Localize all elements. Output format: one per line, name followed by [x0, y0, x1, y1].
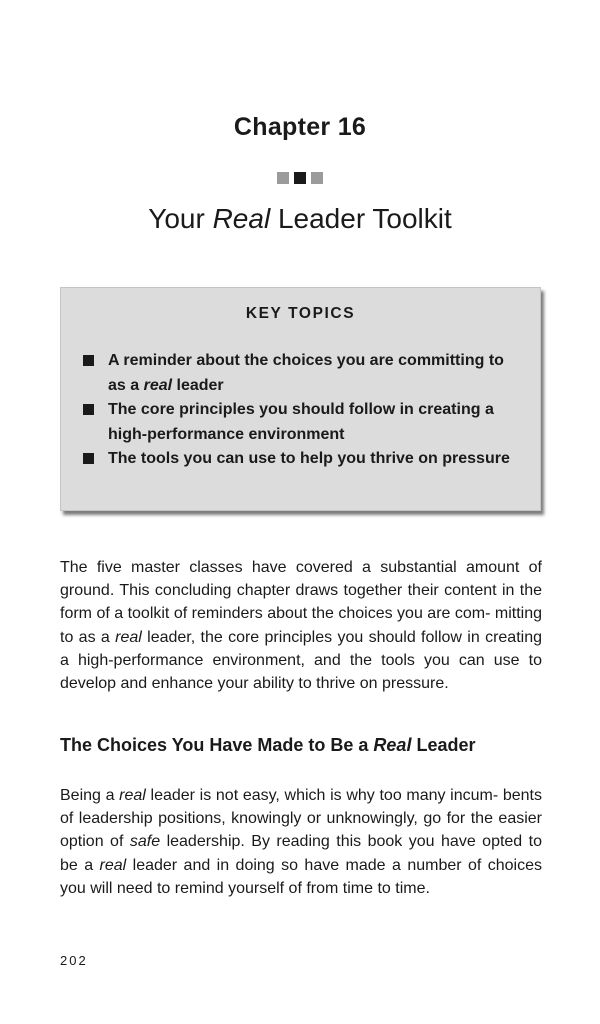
section-text-1: Being a	[60, 787, 120, 804]
section-text-2: leader is not easy, which is why too many incum- bents of leadership positions, knowingly or unknowingly, go for the easier option of	[60, 787, 543, 851]
section-heading-italic: Real	[373, 735, 412, 755]
square-bullet-icon	[83, 355, 94, 366]
square-bullet-icon	[83, 404, 94, 415]
chapter-title-start: Your	[148, 203, 213, 234]
ornament-square-left	[277, 172, 289, 184]
key-topic-item	[83, 447, 522, 472]
section-paragraph	[60, 784, 542, 900]
section-text-italic-2: safe	[129, 833, 161, 851]
key-topic-text: A reminder about the choices you are committing to as a	[108, 352, 504, 394]
key-topic-text: The core principles you should follow in creating a high-performance environment	[108, 401, 494, 443]
section-text-italic-1: real	[119, 787, 146, 804]
chapter-title-end: Leader Toolkit	[270, 203, 452, 234]
key-topic-item	[83, 398, 522, 447]
intro-text-italic: real	[115, 628, 142, 646]
section-text-4: leader and in doing so have made a number of choices you will need to remind yourself of from time to time.	[60, 856, 543, 897]
intro-paragraph	[60, 556, 542, 695]
section-text-italic-3: real	[99, 856, 127, 874]
chapter-title	[0, 203, 600, 235]
intro-text-end: leader, the core principles you should follow in creating a high-performance environment, and the tools you can use to develop and enhance your ability to thrive on pressure.	[60, 628, 542, 693]
key-topic-text-end: leader	[172, 376, 224, 394]
square-bullet-icon	[83, 453, 94, 464]
key-topic-text: The tools you can use to help you thrive on pressure	[108, 450, 510, 467]
section-heading-start: The Choices You Have Made to Be a	[60, 735, 374, 755]
section-text-3: leadership. By reading this book you have opted to be a	[60, 833, 543, 874]
key-topic-italic: real	[143, 376, 173, 394]
chapter-title-italic: Real	[212, 203, 271, 234]
chapter-label: Chapter 16	[233, 113, 367, 141]
chapter-ornament	[0, 172, 600, 184]
section-heading	[60, 735, 542, 756]
key-topics-box	[60, 287, 541, 511]
ornament-square-right	[311, 172, 323, 184]
key-topics-heading: KEY TOPICS	[245, 305, 356, 322]
intro-text-start: The five master classes have covered a substantial amount of ground. This concluding chapter draws together their content in the form of a toolkit of reminders about the choices you are com- mitting to as a	[60, 559, 542, 646]
key-topics-list	[83, 349, 522, 472]
ornament-square-middle	[294, 172, 306, 184]
section-heading-end: Leader	[411, 735, 476, 755]
key-topic-item	[83, 349, 522, 398]
page-number: 202	[60, 953, 88, 968]
